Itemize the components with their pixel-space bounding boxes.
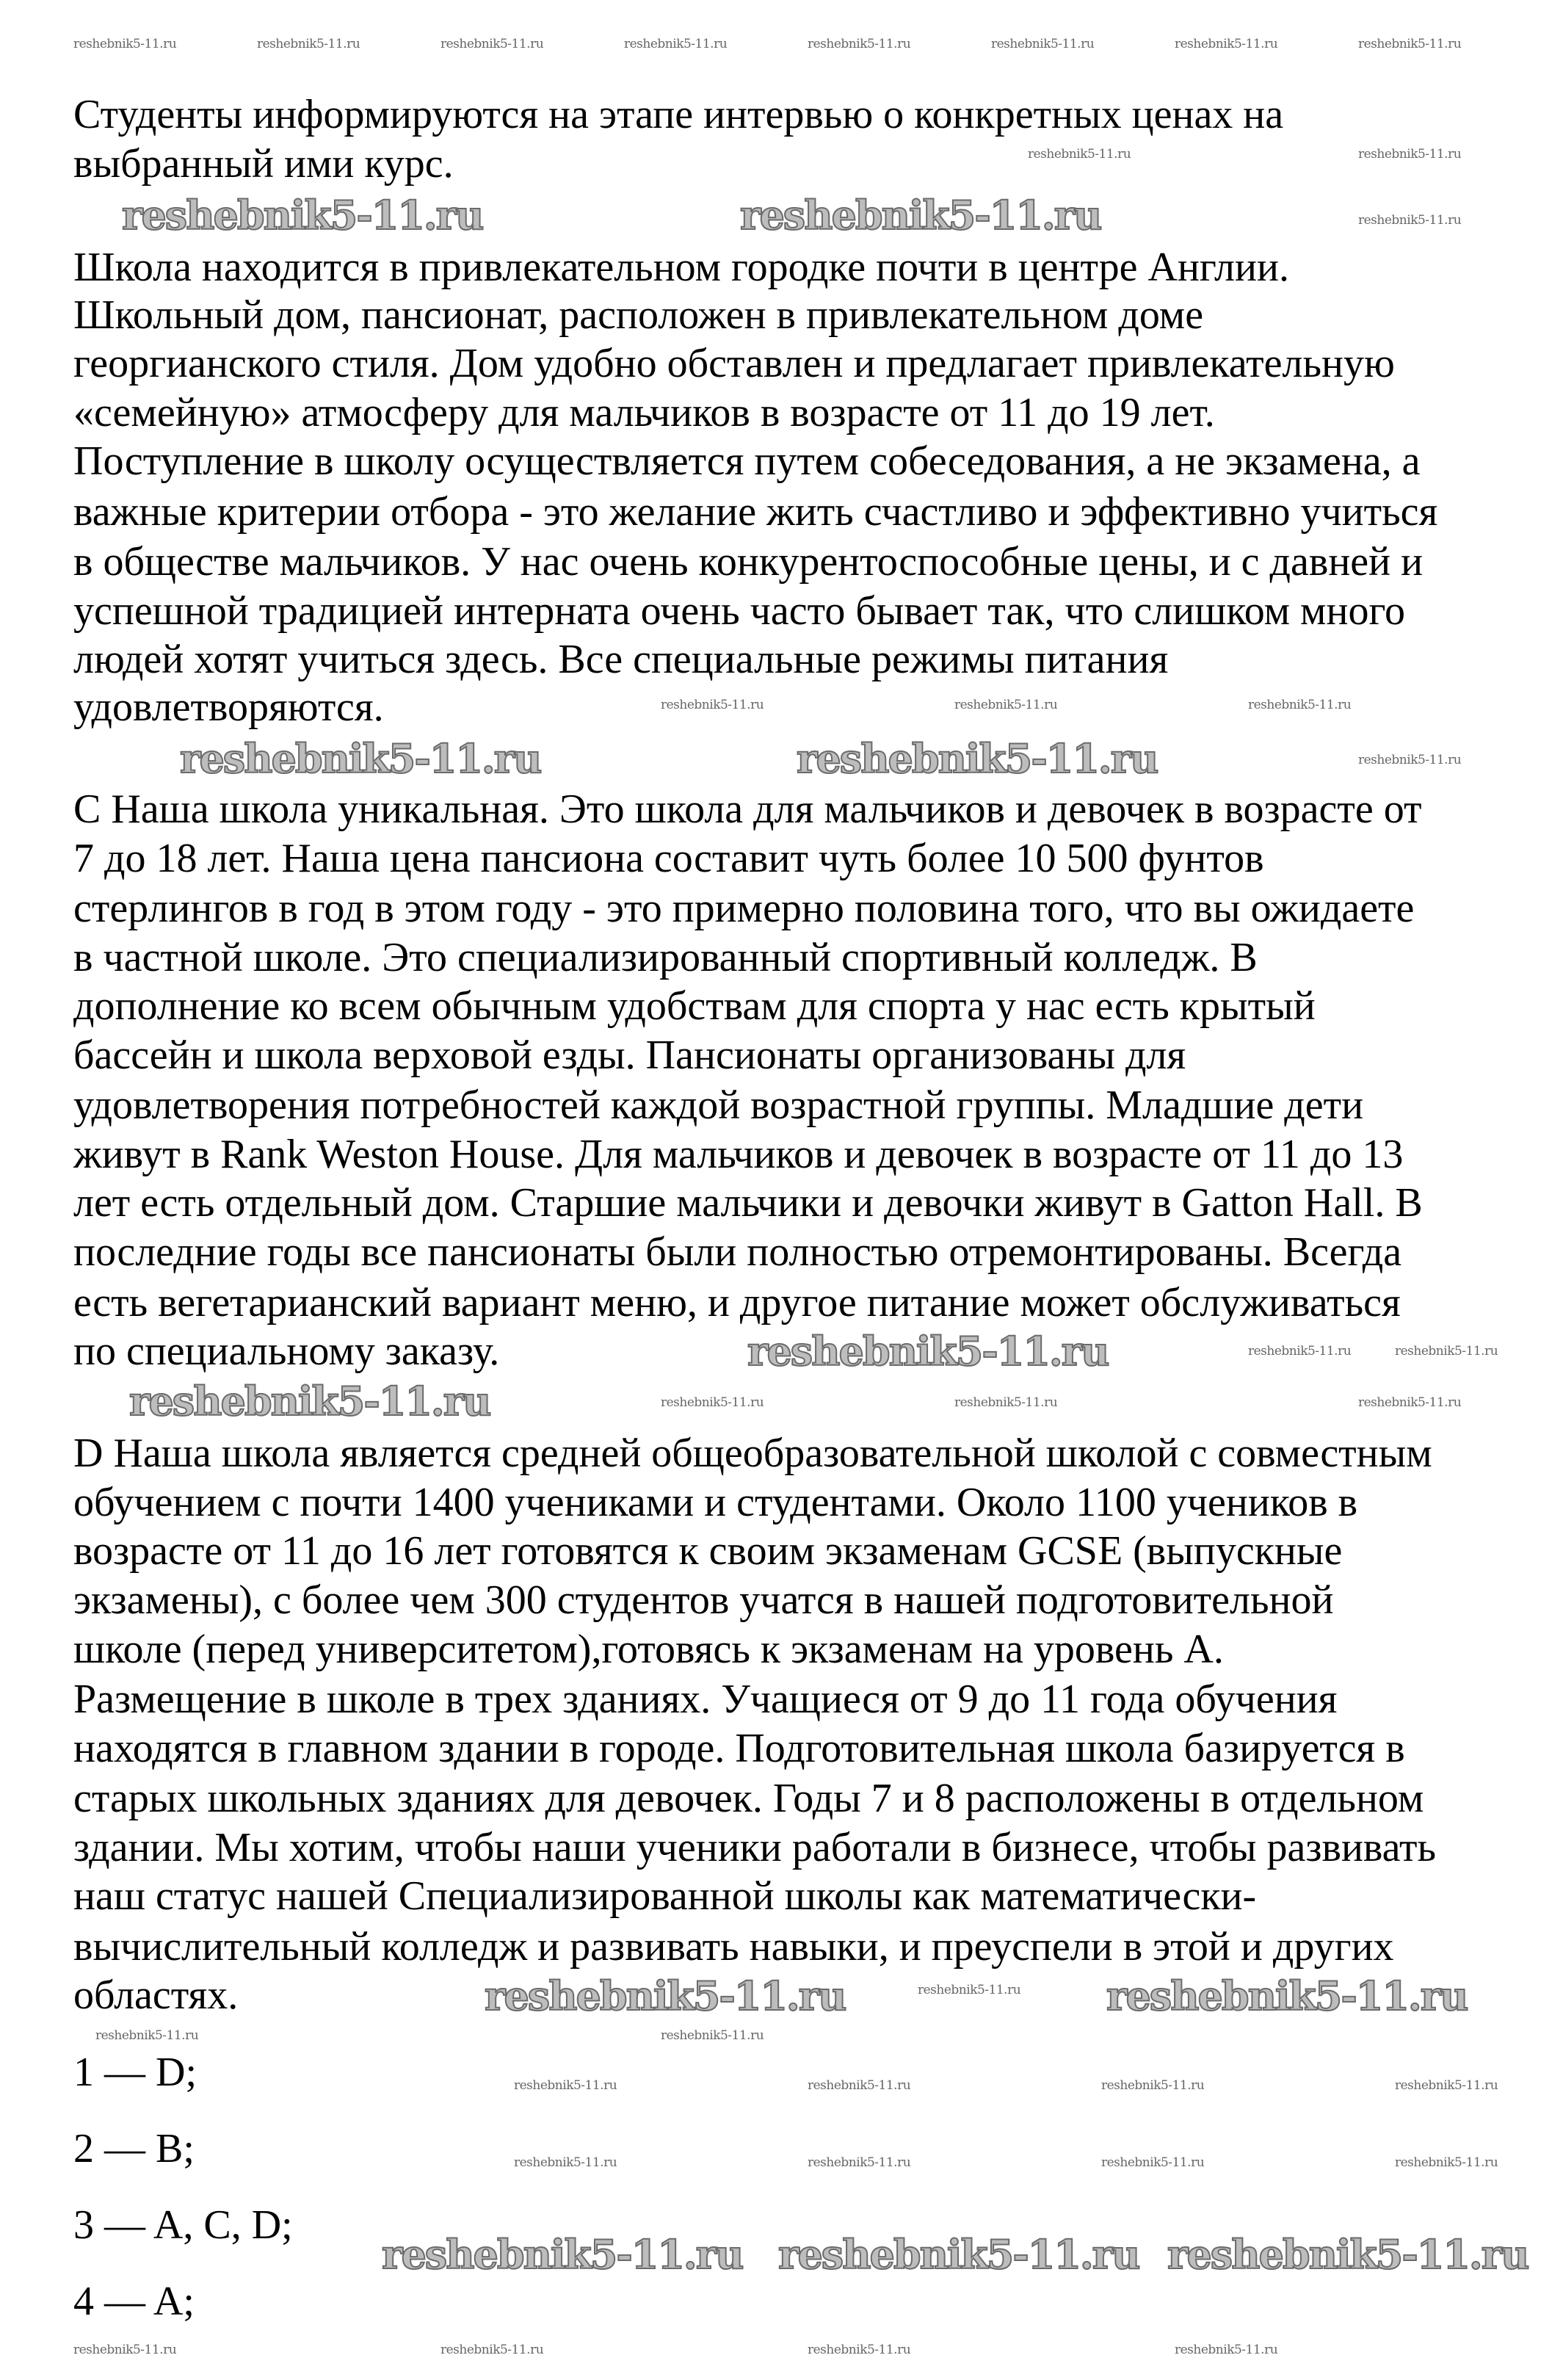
watermark-small: reshebnik5-11.ru (440, 2343, 544, 2357)
paragraph-line: Поступление в школу осуществляется путем собеседования, а не экзамена, а (73, 438, 1421, 484)
paragraph-line: здании. Мы хотим, чтобы наши ученики работали в бизнесе, чтобы развивать (73, 1825, 1437, 1870)
watermark-small: reshebnik5-11.ru (808, 2078, 911, 2093)
watermark-small: reshebnik5-11.ru (1358, 213, 1462, 228)
watermark: reshebnik5-11.ru (747, 1328, 1109, 1375)
watermark-small: reshebnik5-11.ru (808, 37, 911, 51)
paragraph-line: успешной традицией интерната очень часто бывает так, что слишком много (73, 588, 1406, 634)
paragraph-line: бассейн и школа верховой езды. Пансионаты организованы для (73, 1032, 1186, 1078)
paragraph-line: георгианского стиля. Дом удобно обставлен и предлагает привлекательную (73, 341, 1395, 386)
watermark: reshebnik5-11.ru (122, 192, 483, 239)
watermark-small: reshebnik5-11.ru (661, 698, 764, 712)
watermark-small: reshebnik5-11.ru (918, 1983, 1021, 1997)
watermark-small: reshebnik5-11.ru (1395, 2155, 1498, 2170)
paragraph-line: С Наша школа уникальная. Это школа для мальчиков и девочек в возрасте от (73, 786, 1422, 832)
answer-item: 1 — D; (73, 2050, 197, 2095)
paragraph-line: удовлетворения потребностей каждой возрастной группы. Младшие дети (73, 1082, 1364, 1128)
watermark: reshebnik5-11.ru (797, 735, 1158, 782)
watermark-small: reshebnik5-11.ru (954, 698, 1058, 712)
watermark-small: reshebnik5-11.ru (1358, 147, 1462, 162)
watermark: reshebnik5-11.ru (1106, 1972, 1468, 2019)
watermark-small: reshebnik5-11.ru (1175, 2343, 1278, 2357)
paragraph-line: Размещение в школе в трех зданиях. Учащиеся от 9 до 11 года обучения (73, 1677, 1338, 1722)
paragraph-line: вычислительный колледж и развивать навыки, и преуспели в этой и других (73, 1924, 1394, 1970)
watermark-small: reshebnik5-11.ru (1175, 37, 1278, 51)
watermark-small: reshebnik5-11.ru (954, 1395, 1058, 1410)
answer-item: 4 — A; (73, 2279, 195, 2324)
watermark: reshebnik5-11.ru (740, 192, 1101, 239)
watermark-small: reshebnik5-11.ru (1248, 698, 1352, 712)
watermark-small: reshebnik5-11.ru (1101, 2155, 1205, 2170)
paragraph-line: в обществе мальчиков. У нас очень конкурентоспособные цены, и с давней и (73, 539, 1424, 585)
paragraph-line: в частной школе. Это специализированный спортивный колледж. В (73, 935, 1258, 980)
watermark-small: reshebnik5-11.ru (1101, 2078, 1205, 2093)
watermark-small: reshebnik5-11.ru (514, 2155, 617, 2170)
paragraph-line: областях. (73, 1972, 239, 2018)
paragraph-line: наш статус нашей Специализированной школы как математически- (73, 1873, 1257, 1919)
watermark-small: reshebnik5-11.ru (1358, 753, 1462, 767)
paragraph-line: Школьный дом, пансионат, расположен в привлекательном доме (73, 292, 1204, 338)
answer-item: 2 — B; (73, 2126, 195, 2171)
watermark-small: reshebnik5-11.ru (514, 2078, 617, 2093)
paragraph-line: стерлингов в год в этом году - это примерно половина того, что вы ожидаете (73, 886, 1415, 931)
watermark: reshebnik5-11.ru (778, 2231, 1139, 2278)
watermark-small: reshebnik5-11.ru (1358, 37, 1462, 51)
watermark: reshebnik5-11.ru (180, 735, 541, 782)
paragraph-line: есть вегетарианский вариант меню, и другое питание может обслуживаться (73, 1280, 1401, 1325)
watermark: reshebnik5-11.ru (485, 1972, 846, 2019)
watermark-small: reshebnik5-11.ru (991, 37, 1095, 51)
paragraph-line: живут в Rank Weston House. Для мальчиков и девочек в возрасте от 11 до 13 (73, 1132, 1404, 1177)
watermark-small: reshebnik5-11.ru (1028, 147, 1131, 162)
answer-item: 3 — A, C, D; (73, 2202, 293, 2248)
paragraph-line: 7 до 18 лет. Наша цена пансиона составит чуть более 10 500 фунтов (73, 836, 1264, 881)
watermark-small: reshebnik5-11.ru (808, 2155, 911, 2170)
paragraph-line: важные критерии отбора - это желание жить счастливо и эффективно учиться (73, 489, 1438, 535)
watermark-small: reshebnik5-11.ru (257, 37, 360, 51)
paragraph-line: выбранный ими курс. (73, 141, 454, 187)
watermark-small: reshebnik5-11.ru (1395, 2078, 1498, 2093)
watermark-small: reshebnik5-11.ru (440, 37, 544, 51)
watermark-small: reshebnik5-11.ru (73, 2343, 177, 2357)
watermark-small: reshebnik5-11.ru (1395, 1344, 1498, 1359)
paragraph-line: экзамены), с более чем 300 студентов учатся в нашей подготовительной (73, 1577, 1334, 1623)
paragraph-line: последние годы все пансионаты были полностью отремонтированы. Всегда (73, 1229, 1402, 1275)
watermark-small: reshebnik5-11.ru (1248, 1344, 1352, 1359)
paragraph-line: по специальному заказу. (73, 1328, 500, 1374)
paragraph-line: Студенты информируются на этапе интервью о конкретных ценах на (73, 92, 1284, 137)
paragraph-line: дополнение ко всем обычным удобствам для спорта у нас есть крытый (73, 983, 1316, 1029)
watermark-small: reshebnik5-11.ru (808, 2343, 911, 2357)
paragraph-line: людей хотят учиться здесь. Все специальные режимы питания (73, 637, 1169, 682)
paragraph-line: школе (перед университетом),готовясь к экзаменам на уровень А. (73, 1627, 1224, 1672)
paragraph-line: «семейную» атмосферу для мальчиков в возрасте от 11 до 19 лет. (73, 390, 1215, 435)
paragraph-line: Школа находится в привлекательном городке почти в центре Англии. (73, 245, 1289, 290)
watermark: reshebnik5-11.ru (382, 2231, 743, 2278)
paragraph-line: обучением с почти 1400 учениками и студентами. Около 1100 учеников в (73, 1480, 1358, 1525)
watermark-small: reshebnik5-11.ru (1358, 1395, 1462, 1410)
watermark-small: reshebnik5-11.ru (624, 37, 728, 51)
paragraph-line: возрасте от 11 до 16 лет готовятся к своим экзаменам GCSE (выпускные (73, 1528, 1343, 1574)
watermark-small: reshebnik5-11.ru (95, 2028, 199, 2043)
paragraph-line: находятся в главном здании в городе. Подготовительная школа базируется в (73, 1726, 1405, 1771)
watermark-small: reshebnik5-11.ru (661, 1395, 764, 1410)
paragraph-line: D Наша школа является средней общеобразовательной школой с совместным (73, 1430, 1432, 1476)
watermark-small: reshebnik5-11.ru (661, 2028, 764, 2043)
watermark-small: reshebnik5-11.ru (73, 37, 177, 51)
watermark: reshebnik5-11.ru (1167, 2231, 1528, 2278)
paragraph-line: старых школьных зданиях для девочек. Годы 7 и 8 расположены в отдельном (73, 1776, 1424, 1821)
paragraph-line: лет есть отдельный дом. Старшие мальчики и девочки живут в Gatton Hall. В (73, 1180, 1423, 1226)
paragraph-line: удовлетворяются. (73, 684, 384, 730)
watermark: reshebnik5-11.ru (129, 1378, 490, 1425)
